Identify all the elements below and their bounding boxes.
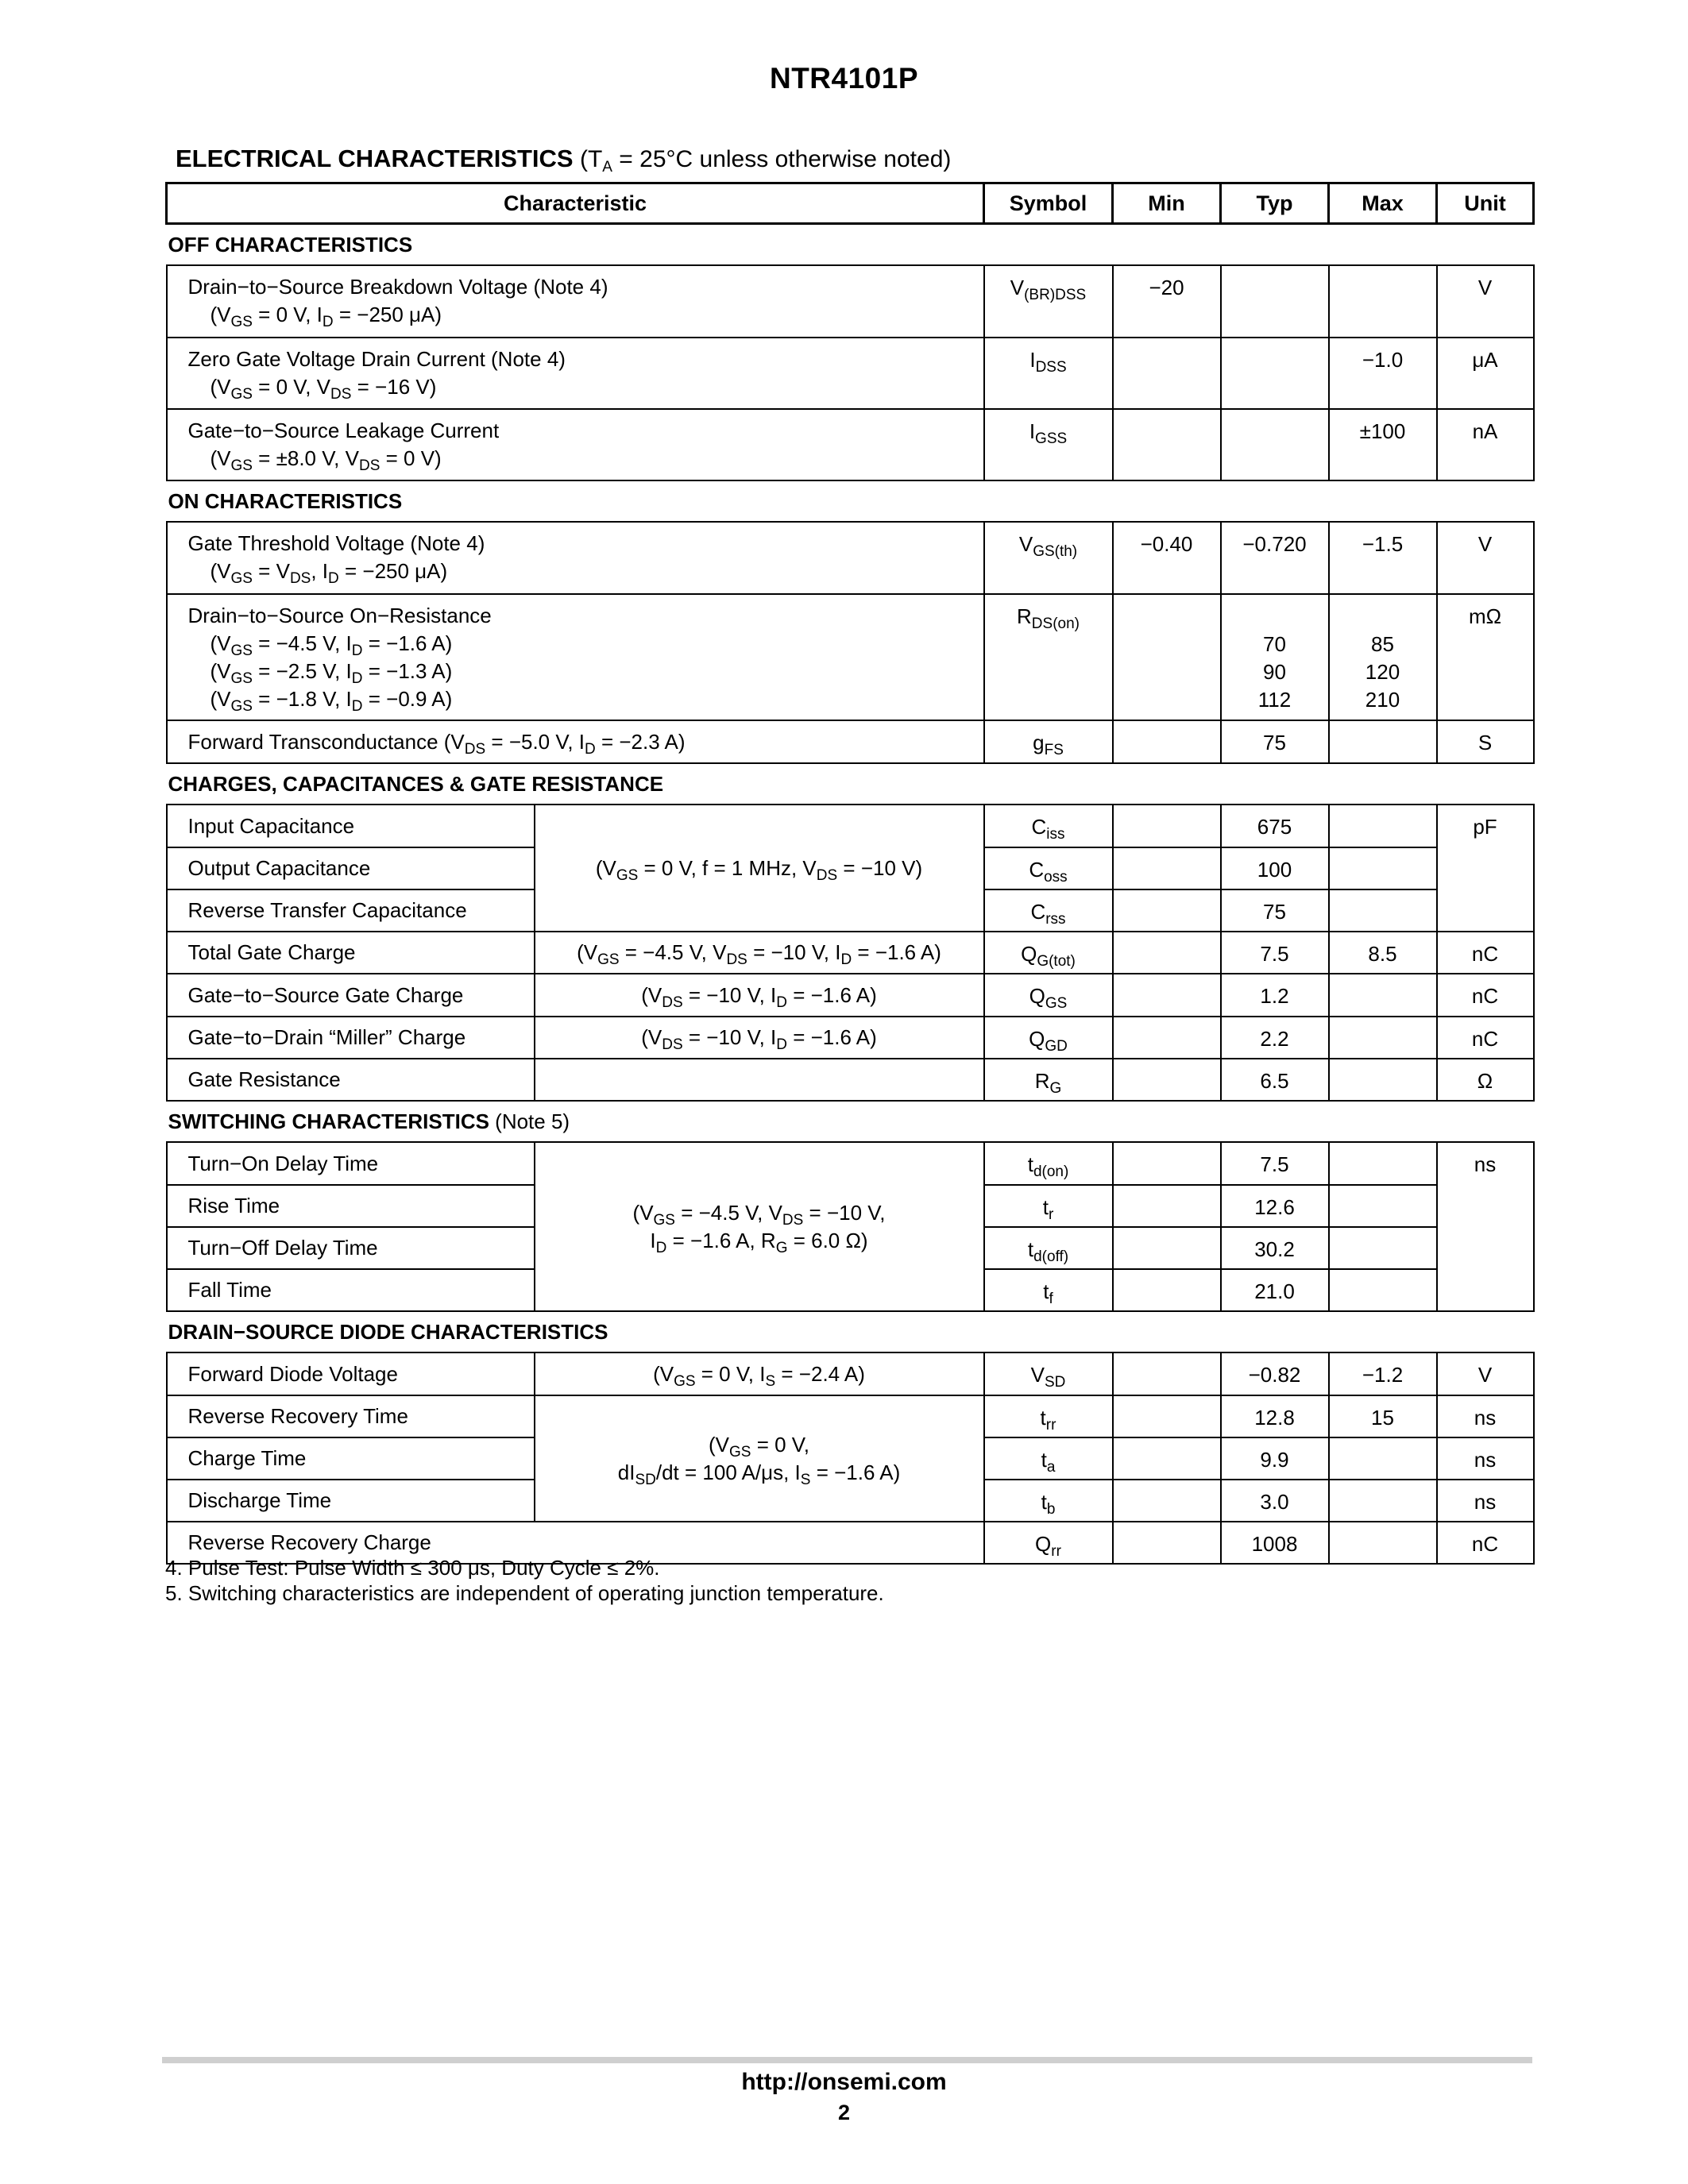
min-cell bbox=[1113, 1059, 1221, 1101]
table-row-qgd bbox=[167, 1017, 1534, 1059]
min-cell bbox=[1113, 1227, 1221, 1269]
unit-cell: μA bbox=[1437, 338, 1534, 409]
table-row-vgsth bbox=[167, 522, 1534, 594]
typ-cell bbox=[1221, 409, 1329, 480]
characteristic-cell: Fall Time bbox=[167, 1269, 535, 1311]
table-row-idss bbox=[167, 338, 1534, 409]
table-row-rdson bbox=[167, 594, 1534, 720]
symbol-cell: $Q_{GS}$ bbox=[984, 974, 1113, 1017]
typ-cell: 100 bbox=[1221, 847, 1329, 889]
test-condition-cell: ($V_{GS} = 0$ V, f = 1 MHz, $V_{DS} = -10$ V) bbox=[535, 805, 984, 932]
min-cell bbox=[1113, 1395, 1221, 1437]
max-cell bbox=[1329, 1059, 1437, 1101]
section-row-on bbox=[167, 480, 1534, 522]
characteristic-cell: Forward Transconductance ($V_{DS} = -5.0$ V, $I_D = -2.3$ A) bbox=[167, 720, 984, 763]
characteristic-cell: Gate Threshold Voltage (Note 4) ($V_{GS} = V_{DS}$, $I_D = -250$ μA) bbox=[167, 522, 984, 594]
section-title: ON CHARACTERISTICS bbox=[168, 488, 403, 513]
characteristic-cell: Reverse Recovery Time bbox=[167, 1395, 535, 1437]
unit-cell: ns bbox=[1437, 1142, 1534, 1311]
footnote-5: 5. Switching characteristics are independent of operating junction temperature. bbox=[165, 1581, 884, 1605]
section-row-diode bbox=[167, 1311, 1534, 1352]
typ-cell: 2.2 bbox=[1221, 1017, 1329, 1059]
footnotes bbox=[165, 1555, 884, 1606]
symbol-cell: $t_{d(on)}$ bbox=[984, 1142, 1113, 1185]
typ-cell: 21.0 bbox=[1221, 1269, 1329, 1311]
test-condition-cell: ($V_{GS} = 0$ V, $I_S = -2.4$ A) bbox=[535, 1352, 984, 1395]
max-cell bbox=[1329, 1522, 1437, 1564]
test-condition-cell: ($V_{GS} = -4.5$ V, $V_{DS} = -10$ V, $I_D = -1.6$ A, $R_G = 6.0$ Ω) bbox=[535, 1142, 984, 1311]
min-cell bbox=[1113, 847, 1221, 889]
unit-cell: nC bbox=[1437, 1522, 1534, 1564]
typ-cell: 675 bbox=[1221, 805, 1329, 847]
test-condition-cell: ($V_{DS} = -10$ V, $I_D = -1.6$ A) bbox=[535, 974, 984, 1017]
table-row-trr bbox=[167, 1395, 1534, 1437]
characteristic-cell: Drain−to−Source Breakdown Voltage (Note 4) ($V_{GS} = 0$ V, $I_D = -250$ μA) bbox=[167, 265, 984, 338]
min-cell bbox=[1113, 1142, 1221, 1185]
characteristic-cell: Drain−to−Source On−Resistance ($V_{GS} = -4.5$ V, $I_D = -1.6$ A) ($V_{GS} = -2.5$ V, $I_D = -1.3$ A) ($V_{GS} = -1.8$ V, $I_D = -0.9$ A) bbox=[167, 594, 984, 720]
unit-cell: nC bbox=[1437, 932, 1534, 974]
symbol-cell: $Q_{rr}$ bbox=[984, 1522, 1113, 1564]
typ-cell: 75 bbox=[1221, 889, 1329, 932]
max-cell bbox=[1329, 1017, 1437, 1059]
unit-cell: ns bbox=[1437, 1480, 1534, 1522]
max-cell bbox=[1329, 974, 1437, 1017]
max-cell: −1.0 bbox=[1329, 338, 1437, 409]
typ-cell bbox=[1221, 265, 1329, 338]
symbol-cell: $R_G$ bbox=[984, 1059, 1113, 1101]
section-row-off bbox=[167, 224, 1534, 266]
min-cell bbox=[1113, 1437, 1221, 1480]
characteristic-cell: Reverse Recovery Charge bbox=[167, 1522, 984, 1564]
footer-divider bbox=[162, 2057, 1532, 2063]
unit-cell: nC bbox=[1437, 974, 1534, 1017]
unit-cell: V bbox=[1437, 1352, 1534, 1395]
symbol-cell: $C_{rss}$ bbox=[984, 889, 1113, 932]
characteristic-cell: Total Gate Charge bbox=[167, 932, 535, 974]
table-row-tdon bbox=[167, 1142, 1534, 1185]
section-title: DRAIN−SOURCE DIODE CHARACTERISTICS bbox=[168, 1319, 608, 1344]
table-header-row bbox=[167, 183, 1534, 224]
typ-cell: 12.6 bbox=[1221, 1185, 1329, 1227]
max-cell bbox=[1329, 847, 1437, 889]
max-cell: 85 120 210 bbox=[1329, 594, 1437, 720]
typ-cell: 7.5 bbox=[1221, 1142, 1329, 1185]
section-row-switching bbox=[167, 1101, 1534, 1142]
min-cell: −20 bbox=[1113, 265, 1221, 338]
unit-cell: ns bbox=[1437, 1437, 1534, 1480]
characteristic-cell: Charge Time bbox=[167, 1437, 535, 1480]
characteristic-cell: Turn−On Delay Time bbox=[167, 1142, 535, 1185]
characteristic-cell: Gate−to−Source Leakage Current ($V_{GS} = \pm 8.0$ V, $V_{DS} = 0$ V) bbox=[167, 409, 984, 480]
symbol-cell: $C_{iss}$ bbox=[984, 805, 1113, 847]
min-cell bbox=[1113, 974, 1221, 1017]
max-cell: 15 bbox=[1329, 1395, 1437, 1437]
symbol-cell: $t_f$ bbox=[984, 1269, 1113, 1311]
characteristic-cell: Input Capacitance bbox=[167, 805, 535, 847]
unit-cell: V bbox=[1437, 265, 1534, 338]
symbol-cell: $Q_{G(tot)}$ bbox=[984, 932, 1113, 974]
typ-cell: 75 bbox=[1221, 720, 1329, 763]
characteristic-cell: Turn−Off Delay Time bbox=[167, 1227, 535, 1269]
header-symbol: Symbol bbox=[984, 183, 1113, 224]
max-cell bbox=[1329, 889, 1437, 932]
header-min: Min bbox=[1113, 183, 1221, 224]
max-cell bbox=[1329, 1185, 1437, 1227]
symbol-cell: $t_a$ bbox=[984, 1437, 1113, 1480]
typ-cell: −0.720 bbox=[1221, 522, 1329, 594]
max-cell bbox=[1329, 1437, 1437, 1480]
typ-cell: −0.82 bbox=[1221, 1352, 1329, 1395]
test-condition-cell: ($V_{GS} = 0$ V, $dI_{SD}/dt = 100$ A/μs, $I_S = -1.6$ A) bbox=[535, 1395, 984, 1522]
max-cell bbox=[1329, 805, 1437, 847]
min-cell bbox=[1113, 889, 1221, 932]
symbol-cell: $V_{(BR)DSS}$ bbox=[984, 265, 1113, 338]
typ-cell: 3.0 bbox=[1221, 1480, 1329, 1522]
footer-url[interactable]: http://onsemi.com bbox=[741, 2069, 947, 2095]
table-title-text: ELECTRICAL CHARACTERISTICS bbox=[176, 145, 574, 172]
symbol-cell: $V_{GS(th)}$ bbox=[984, 522, 1113, 594]
table-row-ciss bbox=[167, 805, 1534, 847]
max-cell: ±100 bbox=[1329, 409, 1437, 480]
max-cell: −1.5 bbox=[1329, 522, 1437, 594]
min-cell bbox=[1113, 1185, 1221, 1227]
unit-cell: Ω bbox=[1437, 1059, 1534, 1101]
characteristic-cell: Gate−to−Drain “Miller” Charge bbox=[167, 1017, 535, 1059]
symbol-cell: $t_{d(off)}$ bbox=[984, 1227, 1113, 1269]
max-cell bbox=[1329, 1227, 1437, 1269]
symbol-cell: $I_{GSS}$ bbox=[984, 409, 1113, 480]
section-title: SWITCHING CHARACTERISTICS (Note 5) bbox=[168, 1109, 570, 1133]
table-title bbox=[176, 145, 952, 176]
max-cell: −1.2 bbox=[1329, 1352, 1437, 1395]
unit-cell: nC bbox=[1437, 1017, 1534, 1059]
symbol-cell: $t_{rr}$ bbox=[984, 1395, 1113, 1437]
table-row-gfs bbox=[167, 720, 1534, 763]
table-row-rg bbox=[167, 1059, 1534, 1101]
header-max: Max bbox=[1329, 183, 1437, 224]
characteristic-cell: Rise Time bbox=[167, 1185, 535, 1227]
symbol-cell: $Q_{GD}$ bbox=[984, 1017, 1113, 1059]
header-characteristic: Characteristic bbox=[167, 183, 984, 224]
min-cell bbox=[1113, 338, 1221, 409]
characteristic-cell: Discharge Time bbox=[167, 1480, 535, 1522]
symbol-cell: $g_{FS}$ bbox=[984, 720, 1113, 763]
max-cell bbox=[1329, 1480, 1437, 1522]
table-row-qgtot bbox=[167, 932, 1534, 974]
min-cell bbox=[1113, 1480, 1221, 1522]
max-cell bbox=[1329, 1142, 1437, 1185]
characteristic-cell: Zero Gate Voltage Drain Current (Note 4) ($V_{GS} = 0$ V, $V_{DS} = -16$ V) bbox=[167, 338, 984, 409]
typ-cell: 7.5 bbox=[1221, 932, 1329, 974]
min-cell bbox=[1113, 1352, 1221, 1395]
max-cell: 8.5 bbox=[1329, 932, 1437, 974]
page-title: NTR4101P bbox=[769, 62, 919, 95]
test-condition-cell: ($V_{GS} = -4.5$ V, $V_{DS} = -10$ V, $I_D = -1.6$ A) bbox=[535, 932, 984, 974]
section-row-charges bbox=[167, 763, 1534, 805]
page-number: 2 bbox=[837, 2101, 851, 2124]
unit-cell: mΩ bbox=[1437, 594, 1534, 720]
unit-cell: pF bbox=[1437, 805, 1534, 932]
table-row-vsd bbox=[167, 1352, 1534, 1395]
test-condition-cell bbox=[535, 1059, 984, 1101]
max-cell bbox=[1329, 265, 1437, 338]
unit-cell: nA bbox=[1437, 409, 1534, 480]
table-row-bvdss bbox=[167, 265, 1534, 338]
test-condition-cell: ($V_{DS} = -10$ V, $I_D = -1.6$ A) bbox=[535, 1017, 984, 1059]
max-cell bbox=[1329, 1269, 1437, 1311]
header-typ: Typ bbox=[1221, 183, 1329, 224]
table-row-qgs bbox=[167, 974, 1534, 1017]
unit-cell: S bbox=[1437, 720, 1534, 763]
footnote-4: 4. Pulse Test: Pulse Width ≤ 300 μs, Duty Cycle ≤ 2%. bbox=[165, 1556, 660, 1580]
typ-cell bbox=[1221, 338, 1329, 409]
min-cell bbox=[1113, 1269, 1221, 1311]
unit-cell: ns bbox=[1437, 1395, 1534, 1437]
typ-cell: 12.8 bbox=[1221, 1395, 1329, 1437]
min-cell bbox=[1113, 932, 1221, 974]
symbol-cell: $V_{SD}$ bbox=[984, 1352, 1113, 1395]
characteristic-cell: Gate−to−Source Gate Charge bbox=[167, 974, 535, 1017]
section-title: OFF CHARACTERISTICS bbox=[168, 232, 413, 257]
characteristic-cell: Gate Resistance bbox=[167, 1059, 535, 1101]
characteristic-cell: Reverse Transfer Capacitance bbox=[167, 889, 535, 932]
characteristic-cell: Forward Diode Voltage bbox=[167, 1352, 535, 1395]
symbol-cell: $R_{DS(on)}$ bbox=[984, 594, 1113, 720]
characteristic-cell: Output Capacitance bbox=[167, 847, 535, 889]
typ-cell: 6.5 bbox=[1221, 1059, 1329, 1101]
min-cell bbox=[1113, 1522, 1221, 1564]
unit-cell: V bbox=[1437, 522, 1534, 594]
symbol-cell: $I_{DSS}$ bbox=[984, 338, 1113, 409]
typ-cell: 1.2 bbox=[1221, 974, 1329, 1017]
header-unit: Unit bbox=[1437, 183, 1534, 224]
min-cell bbox=[1113, 805, 1221, 847]
symbol-cell: $t_b$ bbox=[984, 1480, 1113, 1522]
typ-cell: 1008 bbox=[1221, 1522, 1329, 1564]
electrical-characteristics-table bbox=[165, 182, 1535, 1565]
min-cell bbox=[1113, 720, 1221, 763]
max-cell bbox=[1329, 720, 1437, 763]
section-title: CHARGES, CAPACITANCES & GATE RESISTANCE bbox=[168, 771, 664, 796]
min-cell bbox=[1113, 1017, 1221, 1059]
min-cell: −0.40 bbox=[1113, 522, 1221, 594]
symbol-cell: $C_{oss}$ bbox=[984, 847, 1113, 889]
symbol-cell: $t_r$ bbox=[984, 1185, 1113, 1227]
table-condition: ($T_A = 25^\circ C$ unless otherwise noted) bbox=[579, 146, 952, 176]
typ-cell: 30.2 bbox=[1221, 1227, 1329, 1269]
table-row-igss bbox=[167, 409, 1534, 480]
min-cell bbox=[1113, 594, 1221, 720]
min-cell bbox=[1113, 409, 1221, 480]
typ-cell: 70 90 112 bbox=[1221, 594, 1329, 720]
typ-cell: 9.9 bbox=[1221, 1437, 1329, 1480]
